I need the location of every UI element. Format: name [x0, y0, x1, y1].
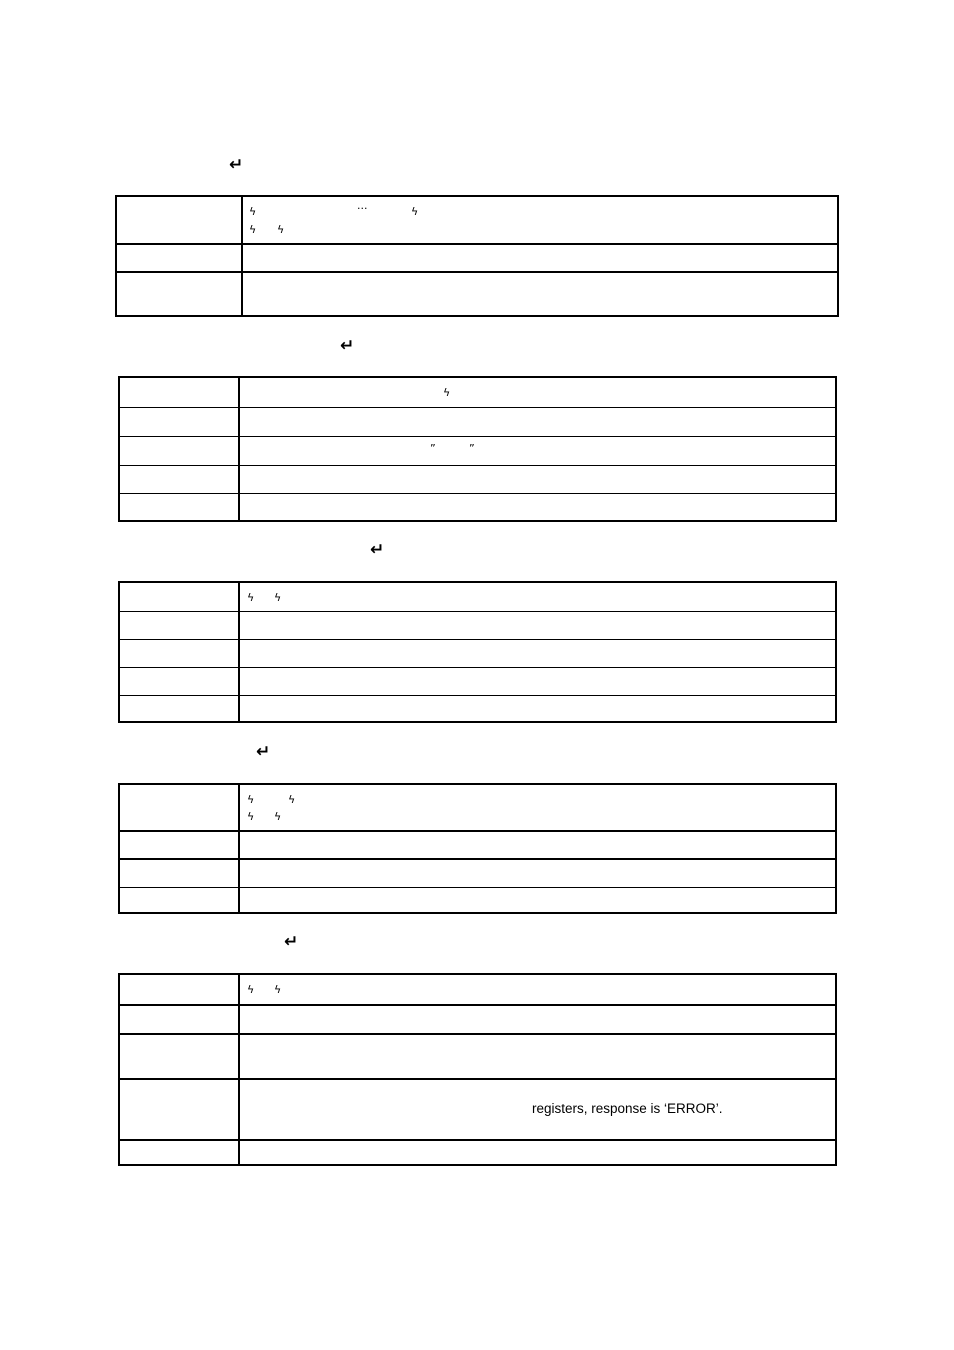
label-cell — [120, 668, 240, 695]
section-2-heading — [118, 336, 418, 356]
table-row — [120, 465, 835, 493]
label-cell — [120, 696, 240, 721]
label-cell — [120, 785, 240, 830]
return-icon: ↵ — [229, 155, 244, 175]
label-cell — [120, 1080, 240, 1139]
table-row — [120, 583, 835, 611]
ellipsis-icon: ··· — [357, 202, 368, 215]
value-cell — [240, 832, 835, 858]
value-cell — [240, 668, 835, 695]
separator-icon: ϟ — [249, 205, 257, 218]
separator-icon: ϟ — [274, 983, 282, 996]
separator-icon: ϟ — [247, 810, 255, 823]
return-icon: ↵ — [284, 932, 299, 952]
label-cell — [120, 860, 240, 887]
label-cell — [120, 583, 240, 611]
value-cell — [243, 245, 837, 271]
value-cell — [240, 612, 835, 639]
command-table-3 — [118, 581, 837, 723]
separator-icon: ϟ — [288, 793, 296, 806]
separator-icon: ϟ — [249, 223, 257, 236]
table-row — [120, 436, 835, 465]
table-row — [120, 858, 835, 887]
label-cell — [120, 612, 240, 639]
table-row — [120, 493, 835, 520]
return-icon: ↵ — [370, 540, 385, 560]
label-cell — [120, 1006, 240, 1033]
table-row — [120, 975, 835, 1004]
separator-icon: ϟ — [274, 810, 282, 823]
command-table-5 — [118, 973, 837, 1166]
quote-icon: ” — [469, 442, 475, 455]
table-row — [120, 887, 835, 912]
command-table-2 — [118, 376, 837, 522]
quote-icon: ” — [430, 442, 436, 455]
label-cell — [117, 245, 243, 271]
value-cell — [240, 494, 835, 520]
value-cell — [240, 1141, 835, 1164]
value-cell — [243, 273, 837, 315]
label-cell — [120, 640, 240, 667]
table-row — [120, 667, 835, 695]
value-cell — [243, 197, 837, 243]
table-row — [120, 830, 835, 858]
value-cell — [240, 1006, 835, 1033]
table-row — [120, 695, 835, 721]
label-cell — [120, 378, 240, 407]
label-cell — [117, 197, 243, 243]
table-row — [120, 1078, 835, 1139]
table-row — [120, 407, 835, 436]
value-cell — [240, 408, 835, 436]
section-1-heading — [116, 155, 416, 175]
value-cell — [240, 1035, 835, 1078]
table-row — [120, 1139, 835, 1164]
value-cell — [240, 437, 835, 465]
label-cell — [120, 975, 240, 1004]
value-cell — [240, 888, 835, 912]
label-cell — [120, 1141, 240, 1164]
separator-icon: ϟ — [443, 386, 451, 399]
value-cell — [240, 583, 835, 611]
label-cell — [120, 437, 240, 465]
label-cell — [120, 494, 240, 520]
table-row — [117, 271, 837, 315]
label-cell — [120, 408, 240, 436]
command-table-4 — [118, 783, 837, 914]
label-cell — [120, 1035, 240, 1078]
return-icon: ↵ — [256, 742, 271, 762]
value-text: registers, response is ‘ERROR’. — [532, 1101, 723, 1116]
separator-icon: ϟ — [277, 223, 285, 236]
separator-icon: ϟ — [247, 793, 255, 806]
table-row — [117, 243, 837, 271]
label-cell — [120, 832, 240, 858]
table-row — [120, 1033, 835, 1078]
value-cell — [240, 1080, 835, 1139]
value-cell — [240, 640, 835, 667]
section-4-heading — [118, 742, 418, 762]
table-row — [120, 611, 835, 639]
table-row — [120, 378, 835, 407]
separator-icon: ϟ — [411, 205, 419, 218]
value-cell — [240, 975, 835, 1004]
section-3-heading — [118, 540, 418, 560]
value-cell — [240, 378, 835, 407]
value-cell — [240, 466, 835, 493]
return-icon: ↵ — [340, 336, 355, 356]
value-cell — [240, 860, 835, 887]
label-cell — [120, 466, 240, 493]
separator-icon: ϟ — [247, 591, 255, 604]
separator-icon: ϟ — [274, 591, 282, 604]
table-row — [120, 639, 835, 667]
value-cell — [240, 696, 835, 721]
command-table-1 — [115, 195, 839, 317]
table-row — [117, 197, 837, 243]
separator-icon: ϟ — [247, 983, 255, 996]
label-cell — [117, 273, 243, 315]
table-row — [120, 785, 835, 830]
value-cell — [240, 785, 835, 830]
label-cell — [120, 888, 240, 912]
table-row — [120, 1004, 835, 1033]
section-5-heading — [118, 932, 418, 952]
